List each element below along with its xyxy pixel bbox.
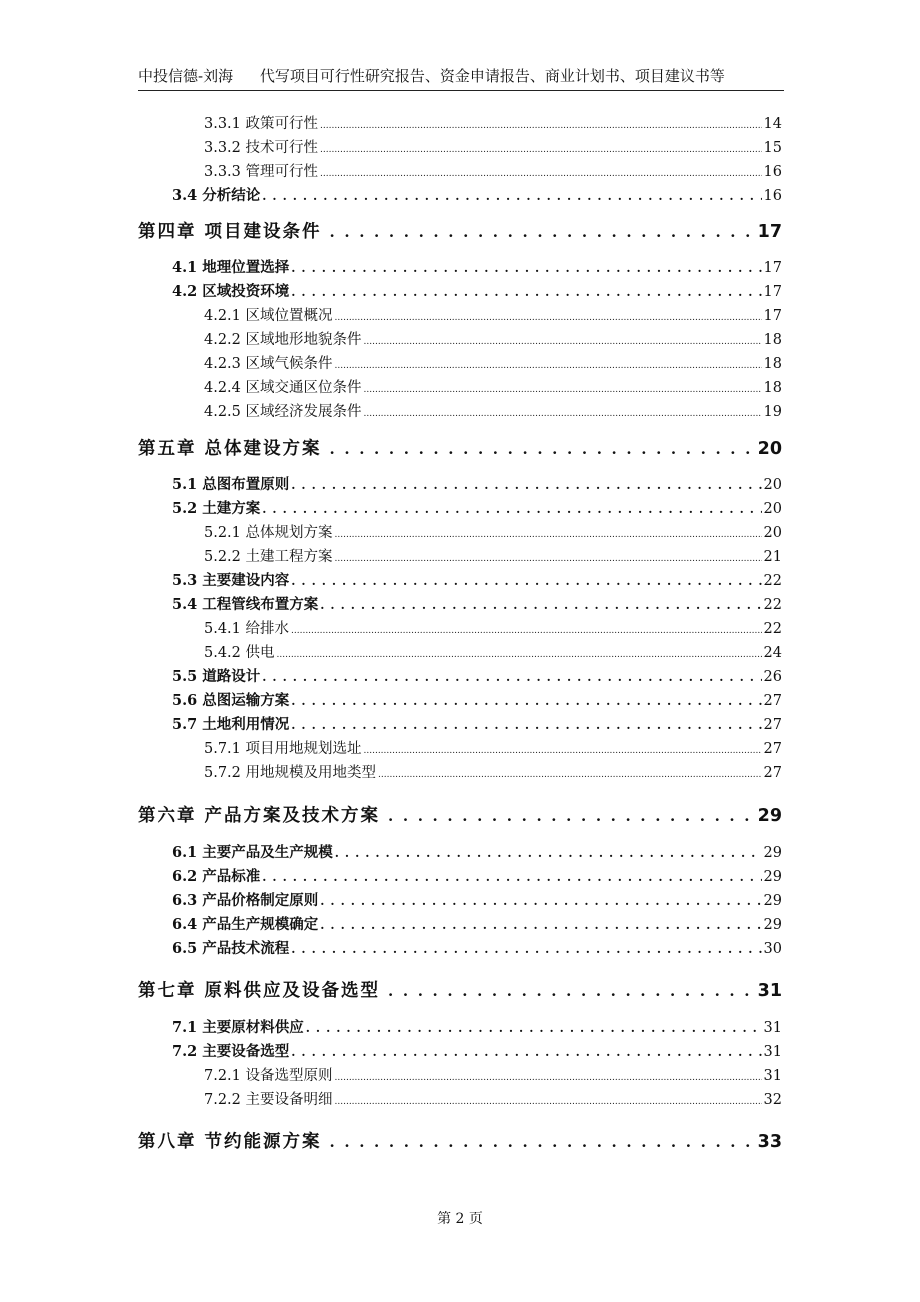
toc-subsection[interactable] <box>138 641 782 662</box>
toc-page-number: 19 <box>763 404 782 420</box>
toc-chapter-title: 原料供应及设备选型 <box>204 981 380 1001</box>
toc-entry-label: 5.3 主要建设内容 <box>172 572 290 589</box>
toc-entry-label: 4.2.3 区域气候条件 <box>204 356 333 372</box>
toc-dot-leader <box>262 185 761 204</box>
toc-page-number: 21 <box>763 549 782 565</box>
toc-page-number: 22 <box>763 621 782 637</box>
toc-section[interactable] <box>138 665 782 686</box>
toc-dot-leader <box>335 1089 762 1108</box>
toc-page-number: 17 <box>763 260 782 276</box>
toc-dot-leader <box>364 401 762 420</box>
toc-entry-label <box>138 977 380 1002</box>
toc-entry-label: 4.2.2 区域地形地貌条件 <box>204 332 362 348</box>
toc-entry-label: 3.3.3 管理可行性 <box>204 164 319 180</box>
toc-chapter-number: 第六章 <box>138 806 197 826</box>
toc-dot-leader <box>388 806 756 825</box>
toc-section[interactable] <box>138 280 782 301</box>
toc-dot-leader <box>291 570 761 589</box>
toc-entry-label: 6.4 产品生产规模确定 <box>172 916 319 933</box>
toc-dot-leader <box>291 714 761 733</box>
toc-page-number: 22 <box>763 597 782 613</box>
toc-subsection[interactable] <box>138 304 782 325</box>
toc-dot-leader <box>277 642 762 661</box>
toc-entry-label <box>138 435 322 460</box>
toc-dot-leader <box>320 594 761 613</box>
page-header <box>138 64 784 91</box>
toc-entry-label: 6.3 产品价格制定原则 <box>172 892 319 909</box>
toc-dot-leader <box>320 161 762 180</box>
toc-section[interactable] <box>138 689 782 710</box>
toc-page-number: 31 <box>763 1068 782 1084</box>
toc-entry-label: 3.3.2 技术可行性 <box>204 140 319 156</box>
toc-entry-label: 5.1 总图布置原则 <box>172 476 290 493</box>
toc-chapter-number: 第四章 <box>138 222 197 242</box>
header-services: 代写项目可行性研究报告、资金申请报告、商业计划书、项目建议书等 <box>259 67 725 85</box>
toc-section[interactable] <box>138 889 782 910</box>
toc-page-number: 32 <box>763 1092 782 1108</box>
toc-chapter-number: 第七章 <box>138 981 197 1001</box>
toc-page-number: 29 <box>757 806 782 826</box>
toc-page-number: 30 <box>763 941 782 957</box>
toc-dot-leader <box>320 137 762 156</box>
toc-dot-leader <box>335 1065 762 1084</box>
toc-dot-leader <box>335 522 762 541</box>
toc-dot-leader <box>320 113 762 132</box>
toc-entry-label <box>138 1128 322 1153</box>
toc-page-number: 18 <box>763 356 782 372</box>
toc-page-number: 33 <box>757 1132 782 1152</box>
toc-page-number: 17 <box>763 284 782 300</box>
toc-entry-label: 5.7 土地利用情况 <box>172 716 290 733</box>
toc-entry-label: 6.1 主要产品及生产规模 <box>172 844 333 861</box>
toc-dot-leader <box>291 938 761 957</box>
toc-section[interactable] <box>138 937 782 958</box>
toc-chapter[interactable] <box>138 977 782 1002</box>
toc-dot-leader <box>335 546 762 565</box>
toc-section[interactable] <box>138 713 782 734</box>
toc-entry-label: 4.2.4 区域交通区位条件 <box>204 380 362 396</box>
toc-entry-label: 7.2 主要设备选型 <box>172 1043 290 1060</box>
toc-dot-leader <box>262 666 761 685</box>
toc-page-number: 29 <box>763 893 782 909</box>
toc-dot-leader <box>291 474 761 493</box>
toc-dot-leader <box>262 866 761 885</box>
toc-entry-label: 4.2.5 区域经济发展条件 <box>204 404 362 420</box>
toc-subsection[interactable] <box>138 521 782 542</box>
toc-page-number: 20 <box>763 477 782 493</box>
toc-page-number: 20 <box>763 525 782 541</box>
toc-entry-label: 6.2 产品标准 <box>172 868 261 885</box>
toc-chapter-number: 第八章 <box>138 1132 197 1152</box>
toc-page-number: 14 <box>763 116 782 132</box>
toc-dot-leader <box>320 890 761 909</box>
header-author: 中投信德-刘海 <box>138 67 234 85</box>
toc-section[interactable] <box>138 569 782 590</box>
toc-page-number: 20 <box>763 501 782 517</box>
toc-entry-label: 5.2 土建方案 <box>172 500 261 517</box>
toc-page-number: 29 <box>763 869 782 885</box>
toc-page-number: 31 <box>763 1020 782 1036</box>
toc-section[interactable] <box>138 184 782 205</box>
toc-dot-leader <box>291 281 761 300</box>
toc-entry-label: 5.7.1 项目用地规划选址 <box>204 741 362 757</box>
toc-dot-leader <box>306 1017 762 1036</box>
toc-dot-leader <box>330 222 756 241</box>
toc-page-number: 24 <box>763 645 782 661</box>
toc-chapter-title: 总体建设方案 <box>204 439 322 459</box>
toc-page-number: 16 <box>763 164 782 180</box>
toc-page-number: 22 <box>763 573 782 589</box>
toc-subsection[interactable] <box>138 352 782 373</box>
toc-dot-leader <box>364 329 762 348</box>
toc-subsection[interactable] <box>138 1088 782 1109</box>
toc-subsection[interactable] <box>138 617 782 638</box>
toc-subsection[interactable] <box>138 545 782 566</box>
toc-entry-label: 5.5 道路设计 <box>172 668 261 685</box>
toc-chapter-title: 项目建设条件 <box>204 222 322 242</box>
toc-entry-label <box>138 218 322 243</box>
toc-dot-leader <box>291 618 762 637</box>
toc-page-number: 15 <box>763 140 782 156</box>
toc-dot-leader <box>262 498 761 517</box>
toc-entry-label: 5.2.2 土建工程方案 <box>204 549 333 565</box>
toc-section[interactable] <box>138 473 782 494</box>
toc-subsection[interactable] <box>138 400 782 421</box>
toc-dot-leader <box>335 842 762 861</box>
toc-entry-label: 5.4.1 给排水 <box>204 621 290 637</box>
toc-entry-label: 4.2 区域投资环境 <box>172 283 290 300</box>
toc-dot-leader <box>388 981 756 1000</box>
toc-page-number: 16 <box>763 188 782 204</box>
toc-entry-label: 4.2.1 区域位置概况 <box>204 308 333 324</box>
toc-subsection[interactable] <box>138 376 782 397</box>
toc-subsection[interactable] <box>138 136 782 157</box>
toc-subsection[interactable] <box>138 761 782 782</box>
toc-section[interactable] <box>138 841 782 862</box>
toc-section[interactable] <box>138 593 782 614</box>
toc-entry-label: 5.7.2 用地规模及用地类型 <box>204 765 377 781</box>
toc-page-number: 17 <box>763 308 782 324</box>
toc-section[interactable] <box>138 497 782 518</box>
toc-page-number: 29 <box>763 917 782 933</box>
toc-page-number: 18 <box>763 332 782 348</box>
page-number: 第 2 页 <box>437 1211 483 1227</box>
toc-chapter-title: 产品方案及技术方案 <box>204 806 380 826</box>
toc-page-number: 27 <box>763 765 782 781</box>
toc-entry-label: 5.2.1 总体规划方案 <box>204 525 333 541</box>
toc-chapter-title: 节约能源方案 <box>204 1132 322 1152</box>
toc-chapter[interactable] <box>138 435 782 460</box>
toc-subsection[interactable] <box>138 328 782 349</box>
toc-section[interactable] <box>138 865 782 886</box>
toc-page-number: 27 <box>763 717 782 733</box>
toc-chapter[interactable] <box>138 218 782 243</box>
toc-dot-leader <box>335 353 762 372</box>
toc-entry-label <box>138 802 380 827</box>
toc-page-number: 27 <box>763 741 782 757</box>
toc-page-number: 18 <box>763 380 782 396</box>
toc-section[interactable] <box>138 1016 782 1037</box>
toc-section[interactable] <box>138 913 782 934</box>
toc-entry-label: 5.4 工程管线布置方案 <box>172 596 319 613</box>
toc-dot-leader <box>330 439 756 458</box>
toc-dot-leader <box>364 738 762 757</box>
toc-page-number: 27 <box>763 693 782 709</box>
toc-chapter[interactable] <box>138 802 782 827</box>
toc-entry-label: 5.4.2 供电 <box>204 645 275 661</box>
toc-page-number: 29 <box>763 845 782 861</box>
toc-dot-leader <box>291 690 761 709</box>
toc-entry-label: 3.3.1 政策可行性 <box>204 116 319 132</box>
toc-subsection[interactable] <box>138 160 782 181</box>
toc-chapter-number: 第五章 <box>138 439 197 459</box>
toc-dot-leader <box>291 257 761 276</box>
toc-dot-leader <box>335 305 762 324</box>
toc-dot-leader <box>378 762 762 781</box>
toc-page-number: 31 <box>763 1044 782 1060</box>
toc-entry-label: 3.4 分析结论 <box>172 187 261 204</box>
toc-dot-leader <box>364 377 762 396</box>
toc-entry-label: 7.1 主要原材料供应 <box>172 1019 304 1036</box>
toc-page-number: 20 <box>757 439 782 459</box>
toc-page-number: 17 <box>757 222 782 242</box>
toc-subsection[interactable] <box>138 737 782 758</box>
toc-dot-leader <box>291 1041 761 1060</box>
toc-entry-label: 7.2.1 设备选型原则 <box>204 1068 333 1084</box>
toc-entry-label: 6.5 产品技术流程 <box>172 940 290 957</box>
toc-subsection[interactable] <box>138 112 782 133</box>
toc-chapter[interactable] <box>138 1128 782 1153</box>
toc-dot-leader <box>330 1132 756 1151</box>
toc-section[interactable] <box>138 1040 782 1061</box>
toc-entry-label: 7.2.2 主要设备明细 <box>204 1092 333 1108</box>
toc-entry-label: 4.1 地理位置选择 <box>172 259 290 276</box>
toc-entry-label: 5.6 总图运输方案 <box>172 692 290 709</box>
toc-dot-leader <box>320 914 761 933</box>
toc-page-number: 31 <box>757 981 782 1001</box>
toc-section[interactable] <box>138 256 782 277</box>
toc-subsection[interactable] <box>138 1064 782 1085</box>
toc-page-number: 26 <box>763 669 782 685</box>
